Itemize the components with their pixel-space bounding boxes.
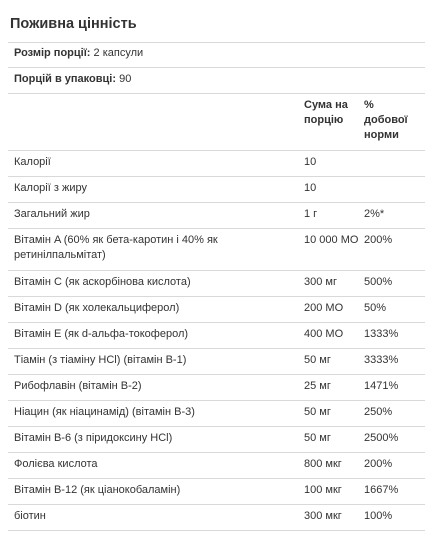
nutrient-daily-value: 500% xyxy=(364,276,393,288)
nutrient-daily-value: 1333% xyxy=(364,328,399,340)
nutrient-daily-value: 200% xyxy=(364,234,393,246)
nutrient-amount: 50 мг xyxy=(304,406,331,418)
nutrient-name: Калорії xyxy=(14,156,51,168)
nutrient-name: Калорії з жиру xyxy=(14,182,87,194)
divider xyxy=(8,296,425,297)
serving-size-value: 2 капсули xyxy=(93,47,144,59)
divider xyxy=(8,452,425,453)
divider xyxy=(8,176,425,177)
nutrient-amount: 800 мкг xyxy=(304,458,342,470)
divider xyxy=(8,150,425,151)
divider xyxy=(8,270,425,271)
divider xyxy=(8,202,425,203)
nutrient-amount: 25 мг xyxy=(304,380,331,392)
nutrient-amount: 10 xyxy=(304,182,317,194)
nutrient-name: Вітамін A (60% як бета-каротин і 40% як ретинілпальмітат) xyxy=(14,234,218,261)
nutrient-amount: 10 000 МО xyxy=(304,234,359,246)
nutrient-name: Рибофлавін (вітамін B-2) xyxy=(14,380,142,392)
nutrient-name: Фолієва кислота xyxy=(14,458,98,470)
divider xyxy=(8,228,425,229)
servings-per-container-value: 90 xyxy=(119,73,132,85)
nutrient-name: Вітамін E (як d-альфа-токоферол) xyxy=(14,328,189,340)
nutrient-name: Вітамін B-6 (з піридоксину HCl) xyxy=(14,432,173,444)
nutrient-daily-value: 250% xyxy=(364,406,393,418)
nutrient-amount: 100 мкг xyxy=(304,484,342,496)
serving-size-label: Розмір порції: xyxy=(14,47,91,59)
nutrient-name: Вітамін C (як аскорбінова кислота) xyxy=(14,276,191,288)
divider xyxy=(8,42,425,43)
daily-value-header: % добової норми xyxy=(364,99,408,141)
nutrient-daily-value: 200% xyxy=(364,458,393,470)
nutrient-daily-value: 2500% xyxy=(364,432,399,444)
amount-per-serving-header: Сума на порцію xyxy=(304,99,348,126)
nutrient-amount: 50 мг xyxy=(304,354,331,366)
nutrient-daily-value: 2%* xyxy=(364,208,385,220)
nutrient-amount: 200 МО xyxy=(304,302,344,314)
nutrition-title: Поживна цінність xyxy=(10,16,137,32)
divider xyxy=(8,67,425,68)
divider xyxy=(8,93,425,94)
divider xyxy=(8,400,425,401)
nutrient-amount: 300 мкг xyxy=(304,510,342,522)
nutrient-amount: 50 мг xyxy=(304,432,331,444)
serving-size-row xyxy=(14,47,143,59)
divider xyxy=(8,478,425,479)
nutrient-name: Вітамін B-12 (як ціанокобаламін) xyxy=(14,484,181,496)
nutrient-daily-value: 1471% xyxy=(364,380,399,392)
nutrient-name: Загальний жир xyxy=(14,208,90,220)
nutrient-amount: 1 г xyxy=(304,208,318,220)
divider xyxy=(8,426,425,427)
nutrient-name: Вітамін D (як холекальциферол) xyxy=(14,302,180,314)
nutrient-daily-value: 3333% xyxy=(364,354,399,366)
servings-per-container-label: Порцій в упаковці: xyxy=(14,73,117,85)
nutrient-amount: 400 МО xyxy=(304,328,344,340)
nutrient-amount: 300 мг xyxy=(304,276,337,288)
nutrient-name: біотин xyxy=(14,510,46,522)
servings-per-container-row xyxy=(14,73,131,85)
divider xyxy=(8,374,425,375)
nutrient-amount: 10 xyxy=(304,156,317,168)
divider xyxy=(8,530,425,531)
divider xyxy=(8,348,425,349)
nutrient-name: Ніацин (як ніацинамід) (вітамін B-3) xyxy=(14,406,195,418)
divider xyxy=(8,322,425,323)
divider xyxy=(8,504,425,505)
nutrient-daily-value: 1667% xyxy=(364,484,399,496)
nutrient-daily-value: 50% xyxy=(364,302,387,314)
nutrient-name: Тіамін (з тіаміну HCl) (вітамін B-1) xyxy=(14,354,187,366)
nutrient-daily-value: 100% xyxy=(364,510,393,522)
